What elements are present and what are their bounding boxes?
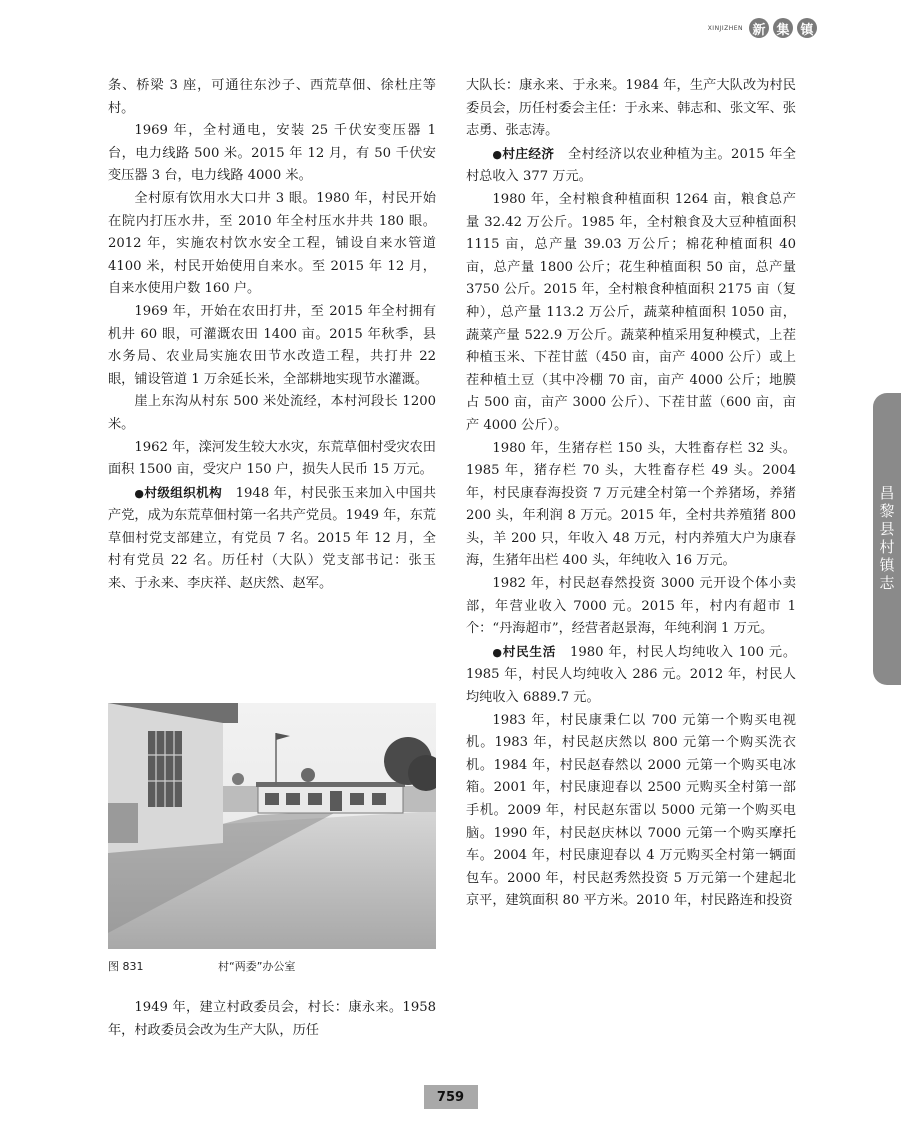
paragraph: [466, 641, 796, 710]
brand-char-3: 镇: [797, 18, 817, 38]
paragraph: [108, 482, 436, 596]
bullet-icon: ●: [492, 147, 503, 161]
paragraph: 1983 年，村民康秉仁以 700 元第一个购买电视机。1983 年，村民赵庆然以 800 元第一个购买洗衣机。1984 年，村民赵春然以 2000 元第一个购买电冰箱。2001 年，村民康迎春以 2500 元购买全村第一部手机。2009 年，村民赵东雷以 5000 元第一个购买电脑。1990 年，村民赵庆林以 7000 元第一个购买摩托车。2004 年，村民康迎春以 4 万元购买全村第一辆面包车。2000 年，村民赵秀然投资 5 万元第一个建起北京平，建筑面积 80 平方米。2010 年，村民路连和投资: [466, 712, 796, 909]
page-number: 759: [424, 1085, 478, 1109]
paragraph: 条、桥梁 3 座，可通往东沙子、西荒草佃、徐杜庄等村。: [108, 78, 436, 116]
left-column: [108, 75, 436, 596]
section-body: 1948 年，村民张玉来加入中国共产党，成为东荒草佃村第一名共产党员。1949 年，东荒草佃村党支部建立，有党员 7 名。2015 年 12 月，全村有党员 22 名。历任村（大队）党支部书记：张玉来、于永来、李庆祥、赵庆然、赵军。: [108, 485, 436, 592]
paragraph: 1969 年，开始在农田打井，至 2015 年全村拥有机井 60 眼，可灌溉农田 1400 亩。2015 年秋季，县水务局、农业局实施农田节水改造工程，共打井 22 眼，铺设管道 1 万余延长米，全部耕地实现节水灌溉。: [108, 303, 436, 387]
paragraph: [466, 143, 796, 189]
right-column: [466, 75, 796, 913]
paragraph: 1980 年，生猪存栏 150 头，大牲畜存栏 32 头。1985 年，猪存栏 70 头，大牲畜存栏 49 头。2004 年，村民康春海投资 7 万元建全村第一个养猪场，养猪 200 头，年利润 8 万元。2015 年，全村共养殖猪 800 头，羊 200 只，年收入 48 万元，村内养殖大户为康春海，生猪年出栏 400 头，年纯收入 16 万元。: [466, 440, 796, 569]
section-body: 全村经济以农业种植为主。2015 年全村总收入 377 万元。: [466, 146, 796, 185]
left-column-continued: [108, 997, 436, 1042]
brand-char-1: 新: [749, 18, 769, 38]
bullet-icon: ●: [134, 486, 145, 500]
brand-char-2: 集: [773, 18, 793, 38]
paragraph: 崖上东沟从村东 500 米处流经，本村河段长 1200 米。: [108, 394, 436, 432]
village-office-photo: [108, 703, 436, 949]
bullet-icon: ●: [492, 645, 503, 659]
chapter-side-tab: 昌黎县村镇志: [873, 393, 901, 685]
paragraph: 1969 年，全村通电，安装 25 千伏安变压器 1 台，电力线路 500 米。2015 年 12 月，有 50 千伏安变压器 3 台，电力线路 4000 米。: [108, 123, 436, 184]
figure-title: 村“两委”办公室: [218, 960, 296, 973]
paragraph: 1982 年，村民赵春然投资 3000 元开设个体小卖部，年营业收入 7000 元。2015 年，村内有超市 1 个：“丹海超市”，经营者赵景海，年纯利润 1 万元。: [466, 576, 796, 637]
photo-illustration: [108, 703, 436, 949]
paragraph: 全村原有饮用水大口井 3 眼。1980 年，村民开始在院内打压水井，至 2010 年全村压水井共 180 眼。2012 年，实施农村饮水安全工程，铺设自来水管道 4100 米，村民开始使用自来水。至 2015 年 12 月，自来水使用户数 160 户。: [108, 190, 436, 297]
paragraph: 1949 年，建立村政委员会，村长：康永来。1958 年，村政委员会改为生产大队，历任: [108, 1000, 436, 1038]
section-title: 村民生活: [502, 643, 557, 659]
paragraph: 1962 年，滦河发生较大水灾，东荒草佃村受灾农田面积 1500 亩，受灾户 150 户，损失人民币 15 万元。: [108, 439, 436, 478]
brand-latin-text: XINJIZHEN: [707, 24, 743, 32]
header-brand: [708, 18, 817, 38]
paragraph: 大队长：康永来、于永来。1984 年，生产大队改为村民委员会，历任村委会主任：于永来、韩志和、张文军、张志勇、张志涛。: [466, 78, 796, 139]
paragraph: 1980 年，全村粮食种植面积 1264 亩，粮食总产量 32.42 万公斤。1985 年，全村粮食及大豆种植面积 1115 亩，总产量 39.03 万公斤；棉花种植面积 40 亩，总产量 1800 公斤；花生种植面积 50 亩，总产量 3750 公斤。2015 年，全村粮食种植面积 2175 亩（复种），总产量 113.2 万公斤，蔬菜种植面积 1050 亩，蔬菜产量 522.9 万公斤。蔬菜种植采用复种模式，上茬种植玉米、下茬甘蓝（450 亩，亩产 4000 公斤）或上茬种植土豆（其中冷棚 70 亩，亩产 4000 公斤；地膜占 500 亩，亩产 3000 公斤）、下茬甘蓝（600 亩，亩产 4000 公斤）。: [466, 191, 796, 433]
section-title: 村庄经济: [502, 145, 555, 161]
figure-number: 图 831: [108, 960, 144, 973]
section-body: 1980 年，村民人均纯收入 100 元。1985 年，村民人均纯收入 286 元。2012 年，村民人均纯收入 6889.7 元。: [466, 644, 797, 706]
section-title: 村级组织机构: [144, 484, 223, 500]
